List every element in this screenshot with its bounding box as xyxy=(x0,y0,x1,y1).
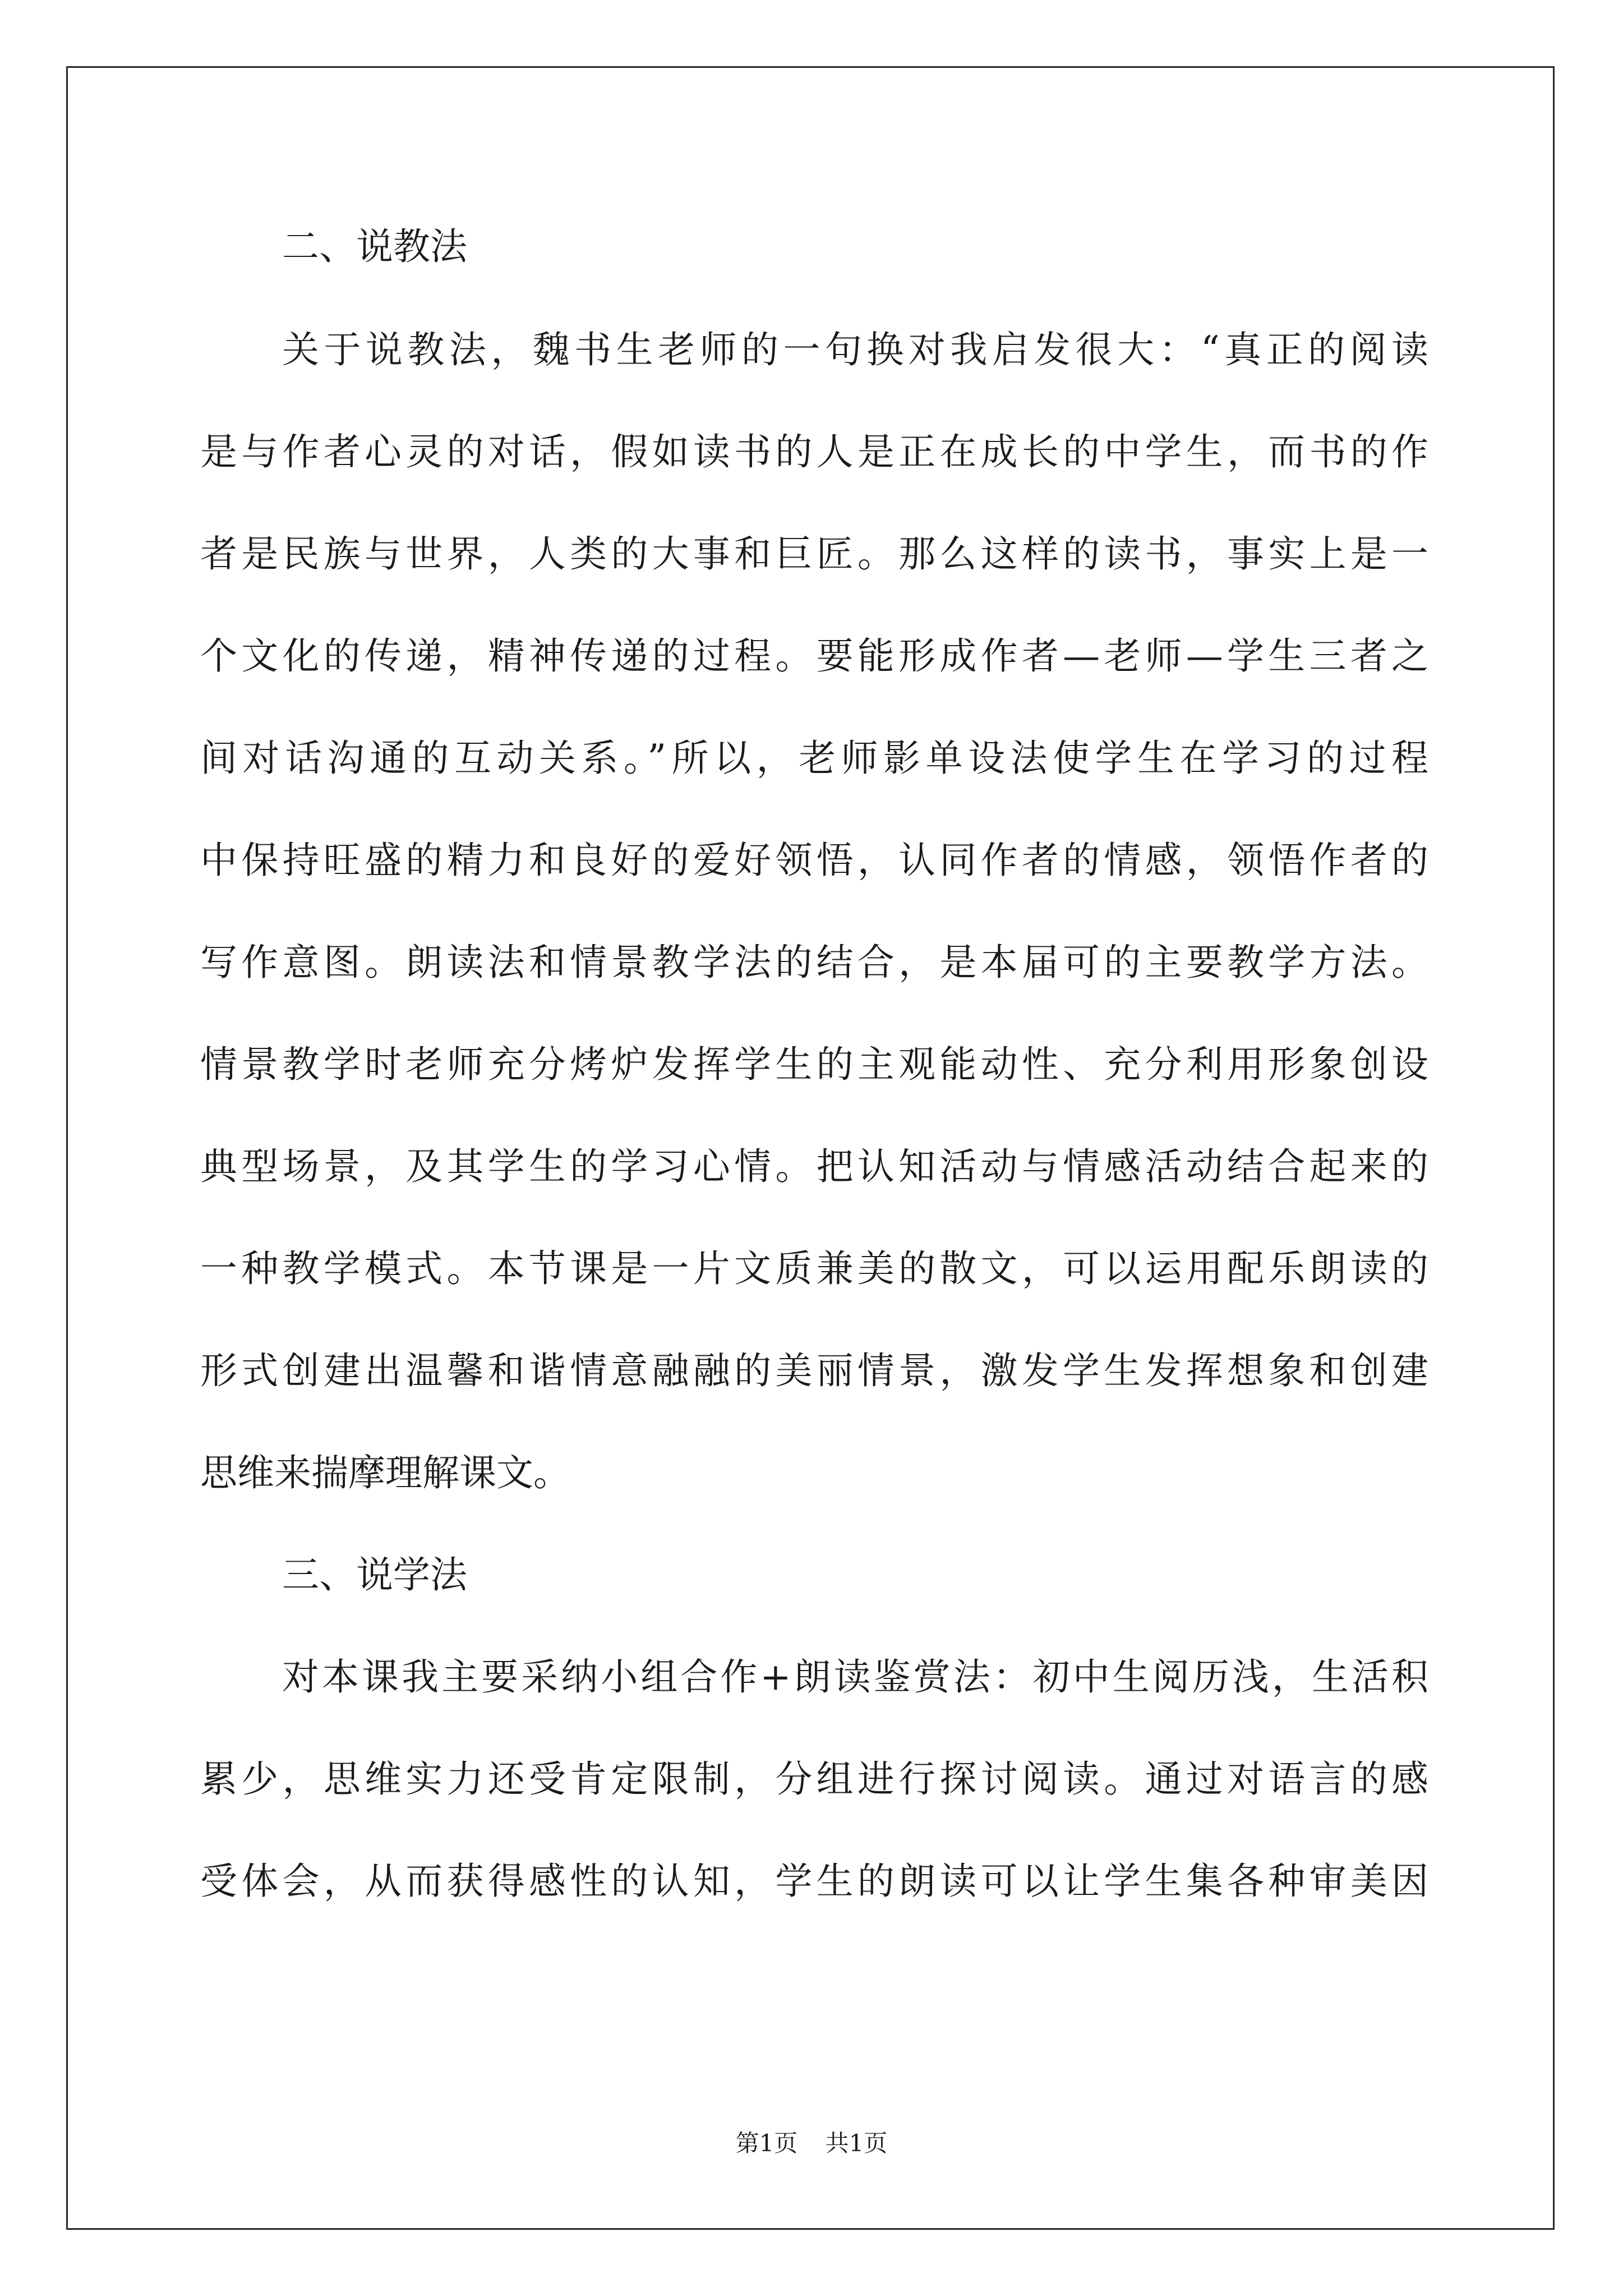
page-number: 第1页 xyxy=(735,2129,798,2157)
paragraph-line: 间对话沟通的互动关系。”所以，老师影单设法使学生在学习的过程 xyxy=(200,737,1428,780)
paragraph-line: 关于说教法，魏书生老师的一句换对我启发很大：“真正的阅读 xyxy=(282,328,1428,371)
paragraph-line: 对本课我主要采纳小组合作+朗读鉴赏法：初中生阅历浅，生活积 xyxy=(282,1655,1428,1699)
paragraph-line: 情景教学时老师充分烤炉发挥学生的主观能动性、充分利用形象创设 xyxy=(200,1043,1428,1086)
paragraph-line: 思维来揣摩理解课文。 xyxy=(200,1451,570,1494)
paragraph-line: 个文化的传递，精神传递的过程。要能形成作者—老师—学生三者之 xyxy=(200,634,1428,678)
paragraph-line: 一种教学模式。本节课是一片文质兼美的散文，可以运用配乐朗读的 xyxy=(200,1247,1428,1290)
page-footer xyxy=(0,2129,1623,2157)
paragraph-line: 受体会，从而获得感性的认知，学生的朗读可以让学生集各种审美因 xyxy=(200,1860,1428,1903)
paragraph-line: 是与作者心灵的对话，假如读书的人是正在成长的中学生，而书的作 xyxy=(200,430,1428,473)
section-heading: 二、说教法 xyxy=(282,225,467,268)
paragraph-line: 累少，思维实力还受肯定限制，分组进行探讨阅读。通过对语言的感 xyxy=(200,1757,1428,1801)
paragraph-line: 形式创建出温馨和谐情意融融的美丽情景，激发学生发挥想象和创建 xyxy=(200,1349,1428,1392)
section-heading: 三、说学法 xyxy=(282,1553,467,1596)
paragraph-line: 写作意图。朗读法和情景教学法的结合，是本届可的主要教学方法。 xyxy=(200,941,1428,984)
paragraph-line: 中保持旺盛的精力和良好的爱好领悟，认同作者的情感，领悟作者的 xyxy=(200,839,1428,882)
page-total: 共1页 xyxy=(825,2129,888,2157)
paragraph-line: 者是民族与世界，人类的大事和巨匠。那么这样的读书，事实上是一 xyxy=(200,532,1428,576)
paragraph-line: 典型场景，及其学生的学习心情。把认知活动与情感活动结合起来的 xyxy=(200,1145,1428,1188)
